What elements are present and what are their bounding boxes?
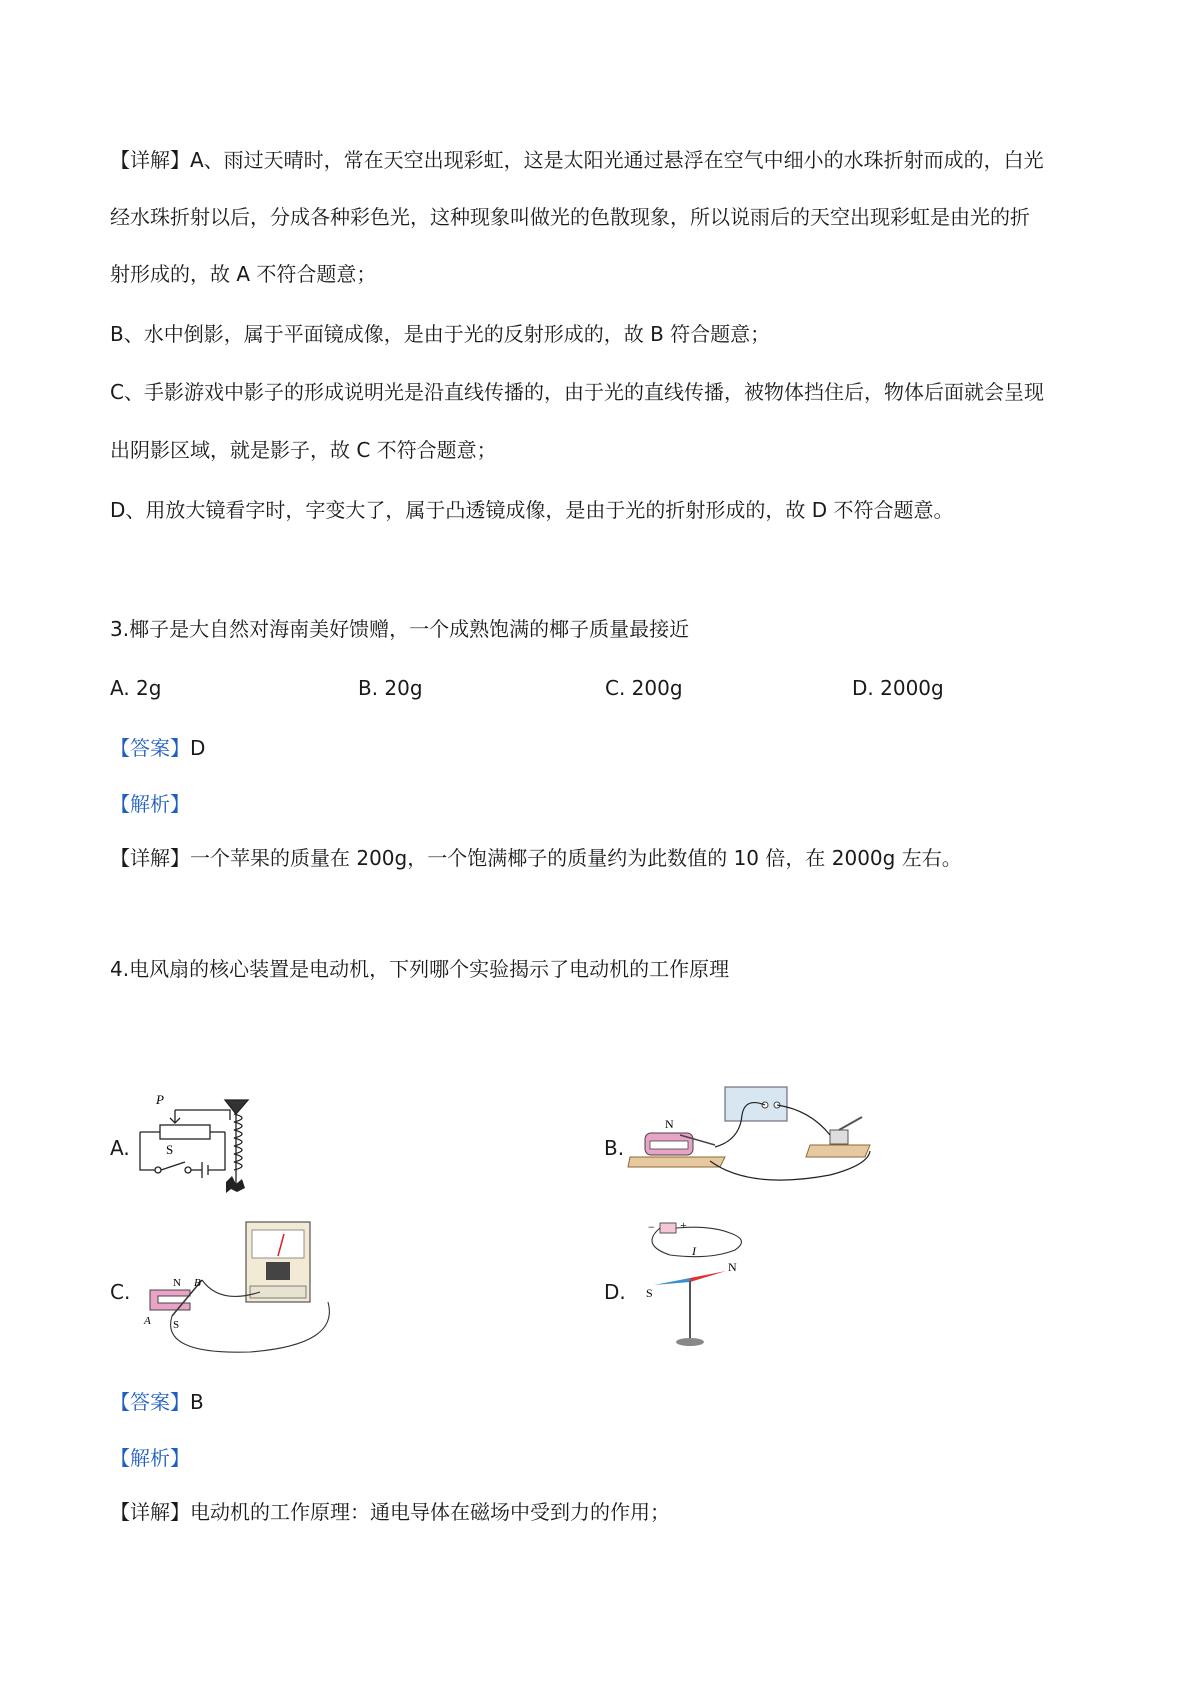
answer-tag: 【答案】: [110, 1390, 190, 1414]
figure-d-oersted: [640, 1215, 760, 1355]
figure-c-a-label: A: [144, 1315, 151, 1327]
figure-d-plus-label: +: [680, 1218, 687, 1232]
figure-c-n-label: N: [173, 1277, 181, 1289]
q2-detail-c-line1: C、手影游戏中影子的形成说明光是沿直线传播的，由于光的直线传播，被物体挡住后，物体后面就会呈现: [110, 380, 1044, 404]
figure-a-p-label: P: [156, 1092, 164, 1107]
figure-b-n-label: N: [665, 1117, 674, 1131]
rheostat: [160, 1125, 210, 1139]
q2-detail-a-line1: 【详解】A、雨过天晴时，常在天空出现彩虹，这是太阳光通过悬浮在空气中细小的水珠折射而成的，白光: [110, 148, 1044, 172]
q3-option-a: A. 2g: [110, 676, 162, 700]
figure-d-s-label: S: [646, 1286, 653, 1300]
q2-detail-b: B、水中倒影，属于平面镜成像，是由于光的反射形成的，故 B 符合题意；: [110, 322, 771, 346]
answer-value: D: [190, 736, 206, 760]
q2-detail-d: D、用放大镜看字时，字变大了，属于凸透镜成像，是由于光的折射形成的，故 D 不符合题意。: [110, 498, 954, 522]
figure-a-s-label: S: [166, 1142, 174, 1157]
q3-option-b: B. 20g: [358, 676, 423, 700]
q4-option-b-label: B.: [604, 1136, 625, 1160]
figure-a-electromagnet: [130, 1090, 290, 1200]
q3-option-c: C. 200g: [605, 676, 683, 700]
q2-detail-c-line2: 出阴影区域，就是影子，故 C 不符合题意；: [110, 438, 497, 462]
q2-detail-a-line2: 经水珠折射以后，分成各种彩色光，这种现象叫做光的色散现象，所以说雨后的天空出现彩虹是由光的折: [110, 205, 1030, 229]
q3-option-d: D. 2000g: [852, 676, 944, 700]
figure-d-n-label: N: [728, 1260, 737, 1274]
q2-detail-a-line3: 射形成的，故 A 不符合题意；: [110, 262, 377, 286]
q3-analysis-tag: 【解析】: [110, 792, 190, 816]
figure-c-s-label: S: [173, 1319, 180, 1331]
figure-d-minus-label: −: [648, 1220, 655, 1234]
q4-answer: [110, 1390, 204, 1414]
q4-option-c-label: C.: [110, 1280, 131, 1304]
q3-answer: [110, 736, 205, 760]
figure-c-b-label: B: [194, 1277, 201, 1289]
q4-option-a-label: A.: [110, 1136, 130, 1160]
figure-c-induction: [144, 1220, 480, 1360]
q3-stem: 3.椰子是大自然对海南美好馈赠，一个成熟饱满的椰子质量最接近: [110, 617, 690, 641]
q4-analysis-tag: 【解析】: [110, 1446, 190, 1470]
answer-tag: 【答案】: [110, 736, 190, 760]
figure-d-i-label: I: [692, 1244, 696, 1258]
q4-detail: 【详解】电动机的工作原理：通电导体在磁场中受到力的作用；: [110, 1500, 670, 1524]
figure-b-motor-apparatus: [630, 1085, 910, 1200]
q3-detail: 【详解】一个苹果的质量在 200g，一个饱满椰子的质量约为此数值的 10 倍，在 2000g 左右。: [110, 846, 962, 870]
q4-stem: 4.电风扇的核心装置是电动机，下列哪个实验揭示了电动机的工作原理: [110, 957, 730, 981]
q4-option-d-label: D.: [604, 1280, 626, 1304]
answer-value: B: [190, 1390, 204, 1414]
